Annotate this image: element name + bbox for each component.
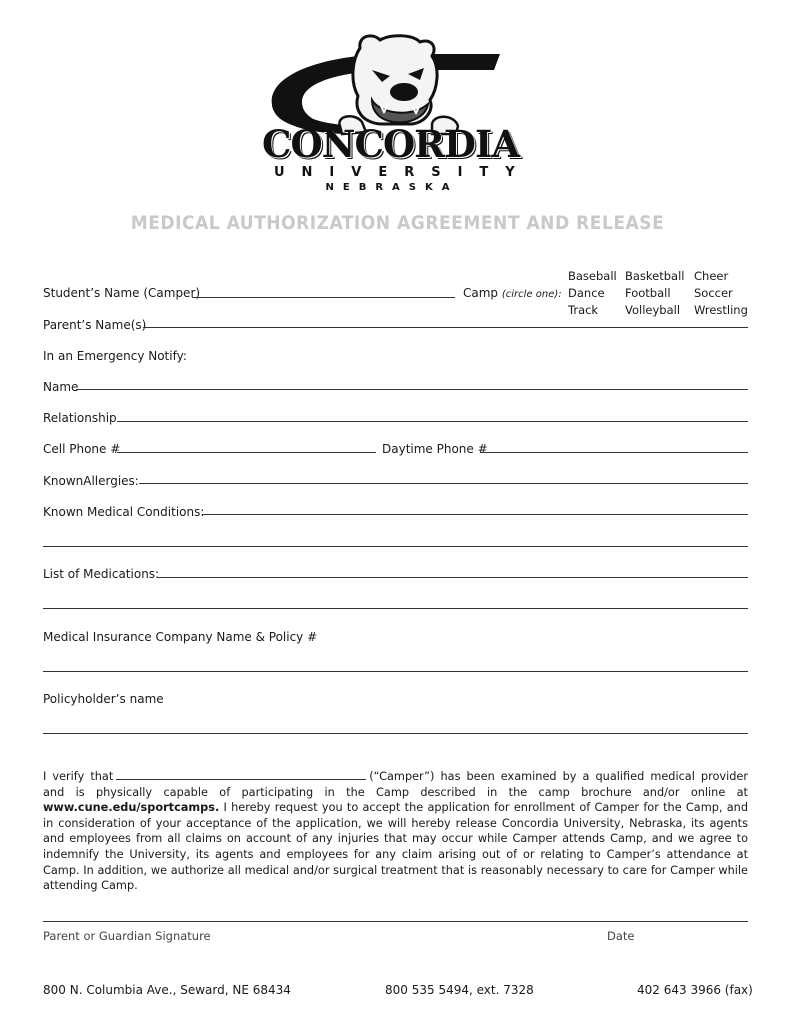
allergies-label: KnownAllergies: bbox=[43, 474, 139, 488]
camp-option-baseball[interactable]: Baseball bbox=[568, 269, 617, 283]
logo-university: UNIVERSITY bbox=[274, 165, 532, 180]
camp-label bbox=[463, 286, 562, 300]
policyholder-label: Policyholder’s name bbox=[43, 692, 164, 706]
camp-label-text: Camp bbox=[463, 286, 499, 300]
camp-option-soccer[interactable]: Soccer bbox=[694, 286, 733, 300]
date-label: Date bbox=[607, 929, 635, 943]
agreement-paragraph bbox=[43, 769, 748, 894]
camp-column bbox=[694, 268, 754, 319]
insurance-label: Medical Insurance Company Name & Policy # bbox=[43, 630, 318, 644]
emergency-name-label: Name bbox=[43, 380, 79, 394]
parent-name-field[interactable] bbox=[143, 327, 748, 328]
insurance-field[interactable] bbox=[43, 671, 748, 672]
camp-column bbox=[625, 268, 695, 319]
logo-wordmark: CONCORDIA bbox=[262, 122, 520, 166]
camp-option-football[interactable]: Football bbox=[625, 286, 671, 300]
daytime-phone-field[interactable] bbox=[481, 452, 748, 453]
daytime-phone-label: Daytime Phone # bbox=[382, 442, 488, 456]
camper-name-blank[interactable] bbox=[116, 769, 366, 780]
signature-label: Parent or Guardian Signature bbox=[43, 929, 211, 943]
camp-option-wrestling[interactable]: Wrestling bbox=[694, 303, 748, 317]
logo-nebraska: NEBRASKA bbox=[325, 182, 459, 193]
relationship-label: Relationship bbox=[43, 411, 117, 425]
camp-option-volleyball[interactable]: Volleyball bbox=[625, 303, 681, 317]
medications-label: List of Medications: bbox=[43, 567, 160, 581]
signature-field[interactable] bbox=[43, 921, 748, 922]
camp-option-basketball[interactable]: Basketball bbox=[625, 269, 685, 283]
camps-url: www.cune.edu/sportcamps. bbox=[43, 801, 220, 815]
camp-option-cheer[interactable]: Cheer bbox=[694, 269, 729, 283]
footer-fax: 402 643 3966 (fax) bbox=[637, 983, 753, 997]
camp-column bbox=[568, 268, 628, 319]
policyholder-field[interactable] bbox=[43, 733, 748, 734]
footer-phone: 800 535 5494, ext. 7328 bbox=[385, 983, 534, 997]
camp-option-dance[interactable]: Dance bbox=[568, 286, 605, 300]
agreement-part2: I hereby request you to accept the application for enrollment of Camper for the Camp, and in consideration of your acceptance of the application, we will hereby release Concordia University, Nebraska, its agents and employees from all claims on account of any injuries that may occur while Camper attends Camp, and we agree to indemnify the University, its agents and employees for any claim arising out of or relating to Camper’s attendance at Camp. In addition, we authorize all medical and/or surgical treatment that is reasonably necessary to care for Camper while attending Camp. bbox=[43, 801, 748, 893]
agreement-part1: (“Camper”) has been examined by a qualified medical provider and is physically capable of participating in the Camp described in the camp brochure and/or online at bbox=[43, 770, 748, 799]
relationship-field[interactable] bbox=[117, 421, 748, 422]
allergies-field[interactable] bbox=[139, 483, 748, 484]
cell-phone-field[interactable] bbox=[117, 452, 376, 453]
conditions-label: Known Medical Conditions: bbox=[43, 505, 205, 519]
cell-phone-label: Cell Phone # bbox=[43, 442, 121, 456]
camp-option-track[interactable]: Track bbox=[568, 303, 599, 317]
agreement-lead: I verify that bbox=[43, 770, 114, 783]
student-name-field[interactable] bbox=[192, 297, 455, 298]
student-name-label: Student’s Name (Camper) bbox=[43, 286, 201, 300]
conditions-field-line2[interactable] bbox=[43, 546, 748, 547]
parent-name-label: Parent’s Name(s) bbox=[43, 318, 147, 332]
camp-hint: (circle one): bbox=[501, 289, 562, 300]
emergency-heading: In an Emergency Notify: bbox=[43, 349, 187, 363]
medications-field-line2[interactable] bbox=[43, 608, 748, 609]
form-title: MEDICAL AUTHORIZATION AGREEMENT AND RELEASE bbox=[130, 212, 665, 234]
footer-address: 800 N. Columbia Ave., Seward, NE 68434 bbox=[43, 983, 291, 997]
medications-field[interactable] bbox=[157, 577, 748, 578]
conditions-field[interactable] bbox=[202, 514, 748, 515]
university-logo bbox=[262, 30, 532, 205]
emergency-name-field[interactable] bbox=[76, 389, 748, 390]
